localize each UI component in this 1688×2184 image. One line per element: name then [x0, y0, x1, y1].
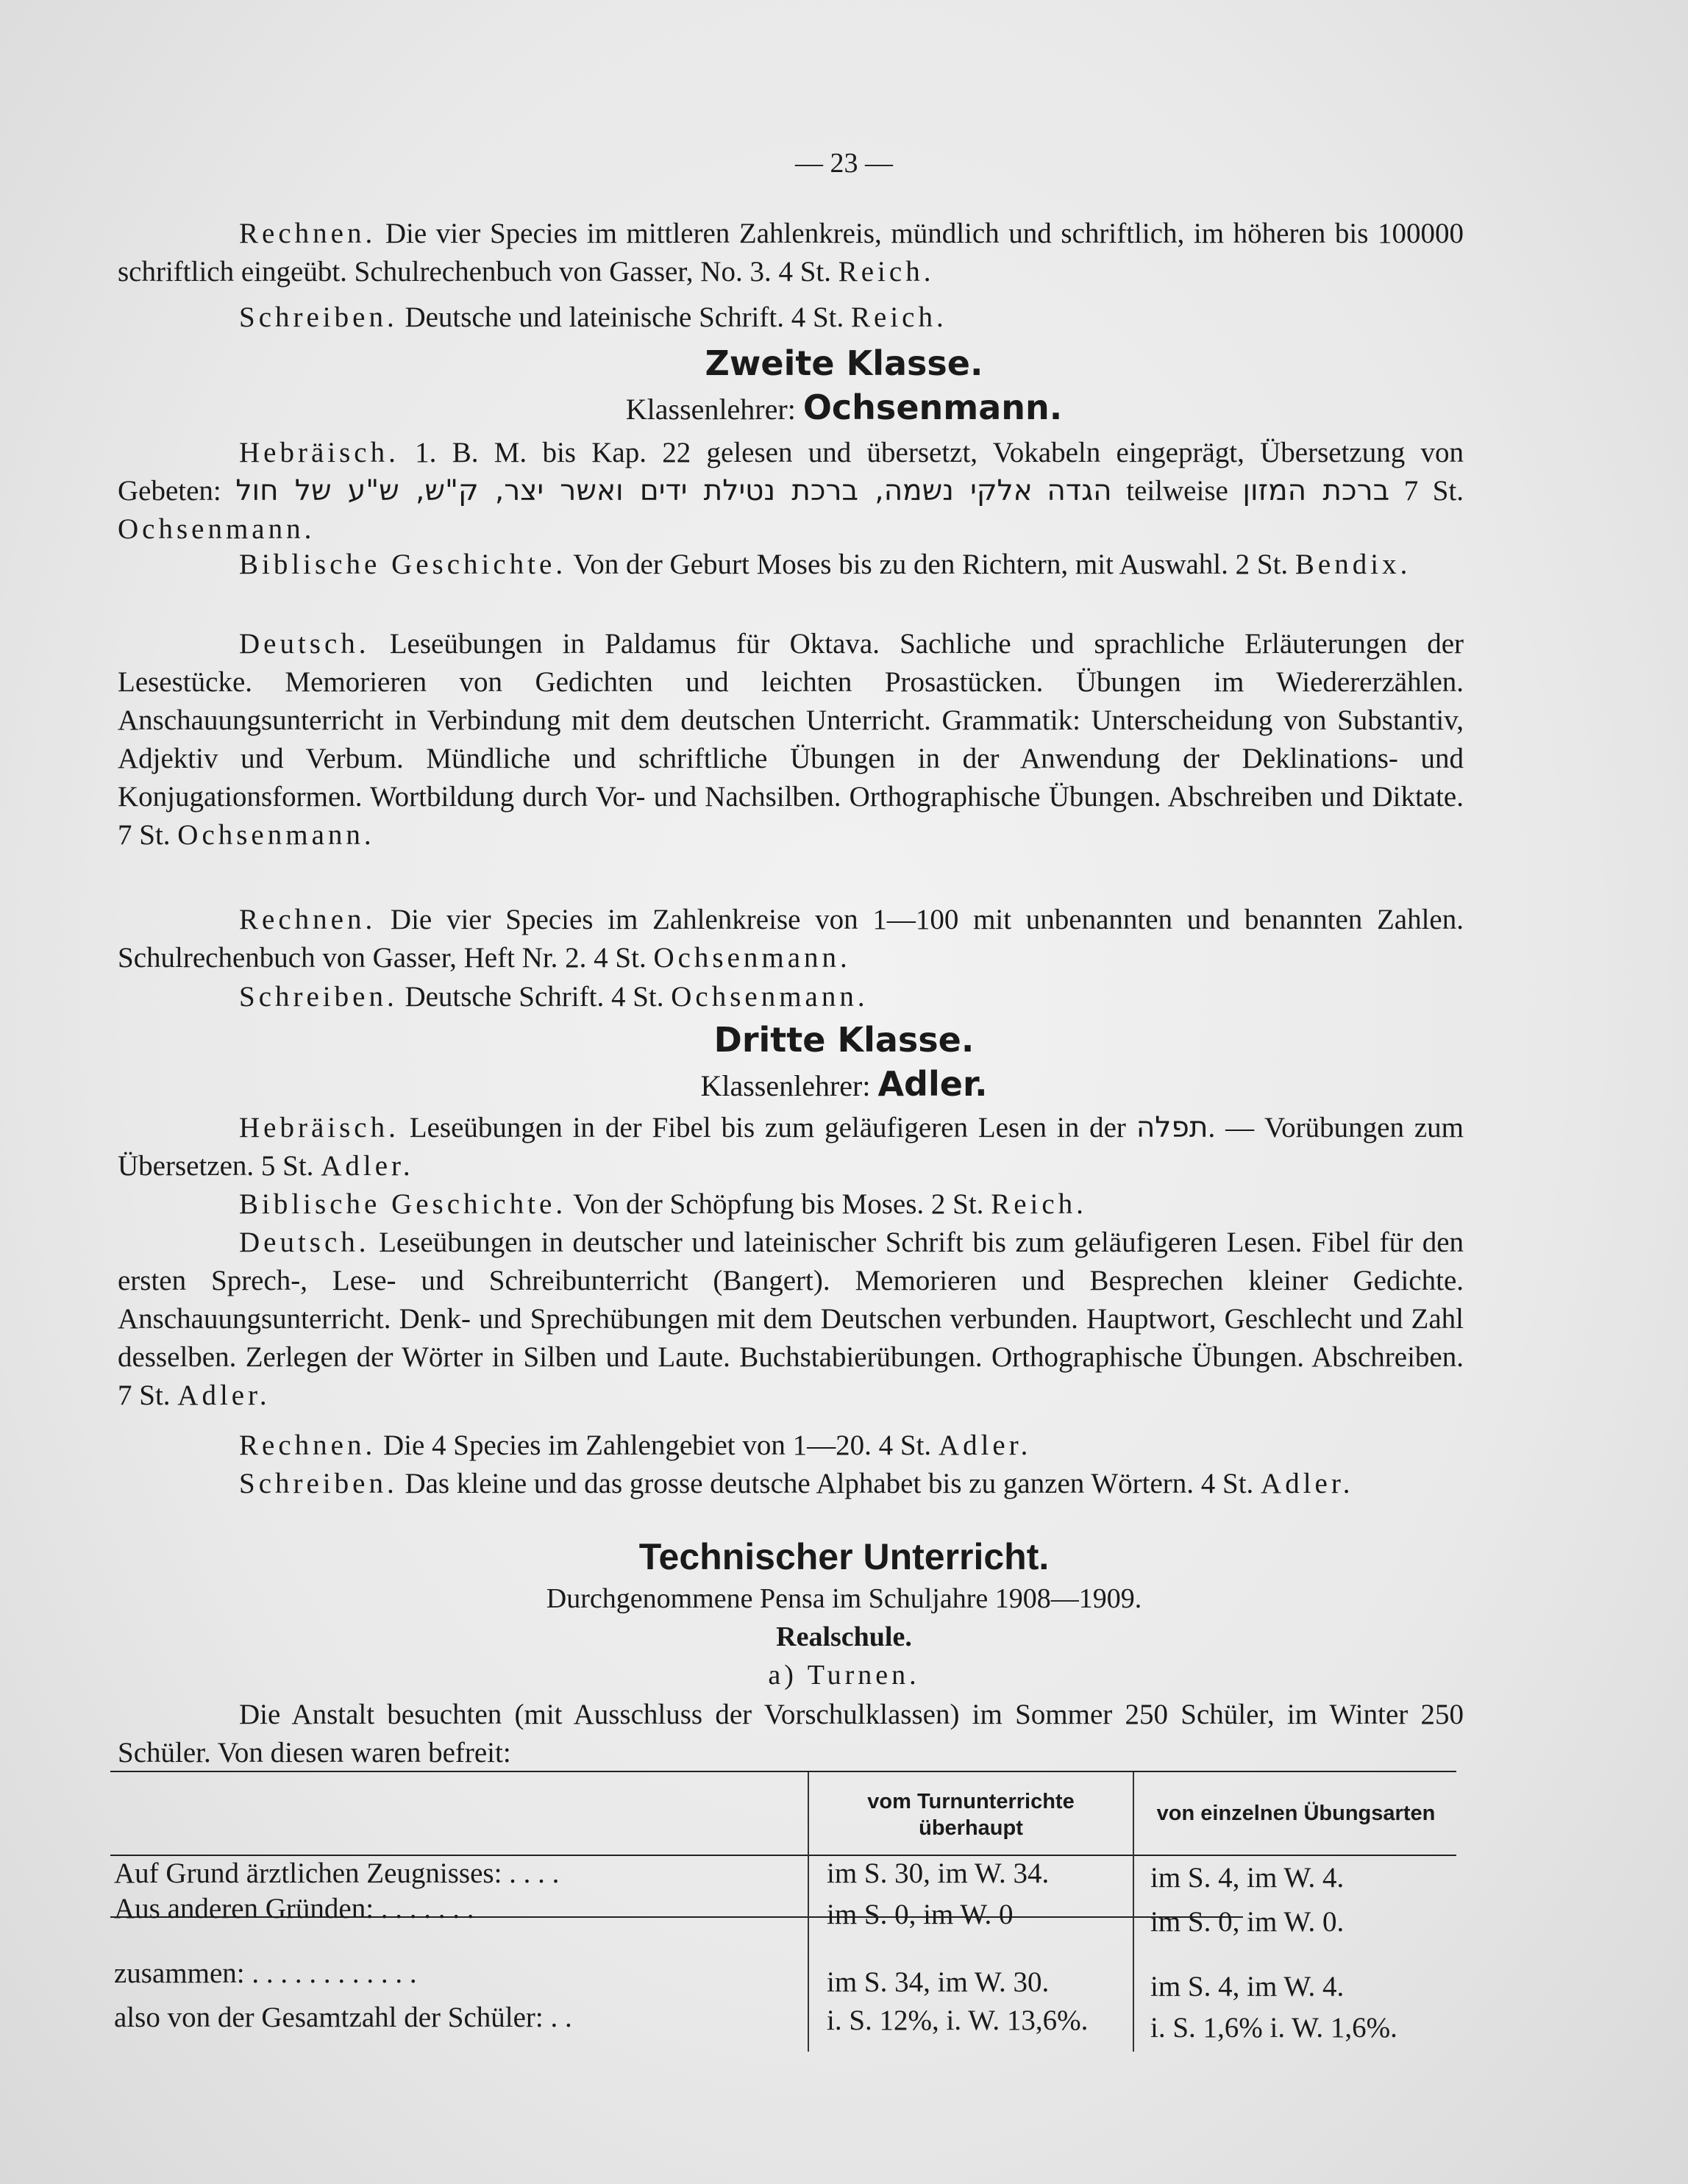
- deutsch-teacher: Ochsenmann.: [177, 819, 375, 851]
- schreiben-teacher: Reich.: [851, 301, 947, 333]
- turnen-heading: a) Turnen.: [768, 1660, 920, 1691]
- schreiben-label: Schreiben.: [239, 301, 398, 333]
- zweite-hebraeisch-paragraph: [118, 434, 1464, 549]
- bibl-text: Von der Geburt Moses bis zu den Richtern, mit Auswahl. 2 St.: [573, 549, 1289, 580]
- dritte-schreiben-paragraph: [118, 1465, 1464, 1503]
- klassenlehrer-name: Adler.: [877, 1064, 988, 1104]
- bibl-text: Von der Schöpfung bis Moses. 2 St.: [573, 1188, 984, 1220]
- hebraeisch-label: Hebräisch.: [239, 437, 399, 468]
- dritte-rechnen-paragraph: [118, 1427, 1464, 1465]
- hebrew-tefila: תפלה: [1136, 1111, 1208, 1144]
- rechnen-label: Rechnen.: [239, 1430, 377, 1461]
- hebraeisch-teacher: Ochsenmann.: [118, 513, 316, 545]
- deutsch-teacher: Adler.: [177, 1380, 271, 1411]
- deutsch-label: Deutsch.: [239, 1227, 370, 1258]
- row-label: zusammen: . . . . . . . . . . . .: [114, 1958, 417, 1989]
- table-divider-1: [808, 1772, 809, 2052]
- dritte-bibl-paragraph: [118, 1185, 1464, 1224]
- deutsch-label: Deutsch.: [239, 628, 370, 660]
- turnen-intro: Die Anstalt besuchten (mit Ausschluss der Vorschulklassen) im Sommer 250 Schüler, im Winter 250 Schüler. Von diesen waren befreit:: [118, 1699, 1464, 1769]
- schreiben-text: Deutsche Schrift. 4 St.: [405, 981, 664, 1013]
- zweite-klassenlehrer: [0, 388, 1688, 427]
- row-value-col1: im S. 0, im W. 0: [827, 1899, 1014, 1930]
- bibl-label: Biblische Geschichte.: [239, 1188, 567, 1220]
- schreiben-text: Deutsche und lateinische Schrift. 4 St.: [405, 301, 844, 333]
- klassenlehrer-name: Ochsenmann.: [802, 388, 1063, 427]
- row-value-col1: im S. 34, im W. 30.: [827, 1966, 1050, 1998]
- bibl-teacher: Bendix.: [1295, 549, 1411, 580]
- erste-rechnen-paragraph: [118, 215, 1464, 291]
- schreiben-label: Schreiben.: [239, 981, 398, 1013]
- rechnen-teacher: Adler.: [938, 1430, 1032, 1461]
- row-value-col2: i. S. 1,6% i. W. 1,6%.: [1150, 2012, 1397, 2044]
- zweite-schreiben-paragraph: [118, 978, 1464, 1016]
- hebraeisch-text-b: teilweise: [1126, 475, 1228, 507]
- hebrew-prayers: אלקי נשמה, ברכת נטילת ידים ואשר יצר, ק"ש, ש"ע של חול: [235, 474, 1033, 507]
- bibl-teacher: Reich.: [991, 1188, 1087, 1220]
- rechnen-text: Die 4 Species im Zahlengebiet von 1—20. 4 St.: [382, 1430, 932, 1461]
- klassenlehrer-label: Klassenlehrer:: [700, 1069, 871, 1102]
- rechnen-text: Die vier Species im Zahlenkreise von 1—100 mit unbenannten und benannten Zahlen. Schulrechenbuch von Gasser, Heft Nr. 2. 4 St.: [118, 904, 1464, 974]
- hebraeisch-text-a: 1. B. M. bis Kap. 22 gelesen und übersetzt, Vokabeln eingeprägt, Übersetzung von Gebeten:: [118, 437, 1464, 507]
- row-value-col2: im S. 4, im W. 4.: [1150, 1971, 1345, 2002]
- rechnen-text: Die vier Species im mittleren Zahlenkreis, mündlich und schriftlich, im höheren bis 100000 schriftlich eingeübt. Schulrechenbuch von Gasser, No. 3. 4 St.: [118, 218, 1464, 288]
- row-label: Aus anderen Gründen: . . . . . . .: [114, 1893, 474, 1924]
- hebrew-haggada: הגדה: [1047, 474, 1112, 507]
- zweite-bibl-paragraph: [118, 546, 1464, 584]
- hebraeisch-text-c: 7 St.: [1403, 475, 1464, 507]
- hebraeisch-text-a: Leseübungen in der Fibel bis zum geläufigeren Lesen in der: [409, 1112, 1126, 1143]
- rechnen-label: Rechnen.: [239, 218, 377, 249]
- dritte-klassenlehrer: [0, 1064, 1688, 1104]
- hebrew-birkat: ברכת המזון: [1242, 474, 1390, 507]
- deutsch-text: Leseübungen in Paldamus für Oktava. Sachliche und sprachliche Erläuterungen der Lesestücke. Memorieren von Gedichten und leichten Prosastücken. Übungen im Wiedererzählen. Anschauungsunterricht in Verbindung mit dem deutschen Unterricht. Grammatik: Unterscheidung von Substantiv, Adjektiv und Verbum. Mündliche und schriftliche Übungen in der Anwendung der Deklinations- und Konjugationsformen. Wortbildung durch Vor- und Nachsilben. Orthographische Übungen. Abschreiben und Diktate. 7 St.: [118, 628, 1464, 851]
- dritte-klasse-heading: Dritte Klasse.: [713, 1020, 975, 1060]
- schreiben-teacher: Adler.: [1261, 1468, 1354, 1499]
- dritte-deutsch-paragraph: [118, 1224, 1464, 1415]
- realschule-heading: Realschule.: [776, 1621, 912, 1652]
- klassenlehrer-label: Klassenlehrer:: [625, 393, 796, 426]
- technischer-heading: Technischer Unterricht.: [638, 1536, 1050, 1577]
- dritte-hebraeisch-paragraph: [118, 1109, 1464, 1185]
- zweite-klasse-heading: Zweite Klasse.: [705, 343, 983, 383]
- zweite-deutsch-paragraph: [118, 625, 1464, 854]
- schreiben-teacher: Ochsenmann.: [671, 981, 869, 1013]
- bibl-label: Biblische Geschichte.: [239, 549, 567, 580]
- rechnen-teacher: Reich.: [838, 256, 935, 288]
- row-value-col2: im S. 4, im W. 4.: [1150, 1862, 1345, 1894]
- rechnen-teacher: Ochsenmann.: [653, 942, 851, 974]
- col-header-uebungsarten: von einzelnen Übungsarten: [1156, 1802, 1436, 1825]
- table-divider-2: [1133, 1772, 1134, 2052]
- schreiben-text: Das kleine und das grosse deutsche Alphabet bis zu ganzen Wörtern. 4 St.: [405, 1468, 1254, 1499]
- col-header-turnunterricht: vom Turnunterrichte überhaupt: [867, 1790, 1075, 1840]
- hebraeisch-teacher: Adler.: [321, 1150, 414, 1182]
- row-label: Auf Grund ärztlichen Zeugnisses: . . . .: [114, 1858, 560, 1889]
- table-top-rule: [110, 1771, 1456, 1772]
- hebraeisch-text-b: . — Vorübungen zum Übersetzen. 5 St.: [118, 1112, 1464, 1182]
- rechnen-label: Rechnen.: [239, 904, 377, 935]
- row-value-col2: im S. 0, im W. 0.: [1150, 1906, 1345, 1938]
- zweite-rechnen-paragraph: [118, 901, 1464, 977]
- row-value-col1: i. S. 12%, i. W. 13,6%.: [827, 2005, 1089, 2036]
- page-number: — 23 —: [795, 148, 893, 179]
- row-label: also von der Gesamtzahl der Schüler: . .: [114, 2002, 572, 2033]
- technischer-subtitle: Durchgenommene Pensa im Schuljahre 1908—1909.: [546, 1583, 1142, 1614]
- row-value-col1: im S. 30, im W. 34.: [827, 1858, 1050, 1889]
- erste-schreiben-paragraph: [118, 299, 1464, 337]
- deutsch-text: Leseübungen in deutscher und lateinischer Schrift bis zum geläufigeren Lesen. Fibel für den ersten Sprech-, Lese- und Schreibunterricht (Bangert). Memorieren und Besprechen kleiner Gedichte. Anschauungsunterricht. Denk- und Sprechübungen mit dem Deutschen verbunden. Hauptwort, Geschlecht und Zahl desselben. Zerlegen der Wörter in Silben und Laute. Buchstabierübungen. Orthographische Übungen. Abschreiben. 7 St.: [118, 1227, 1464, 1411]
- hebraeisch-label: Hebräisch.: [239, 1112, 399, 1143]
- schreiben-label: Schreiben.: [239, 1468, 398, 1499]
